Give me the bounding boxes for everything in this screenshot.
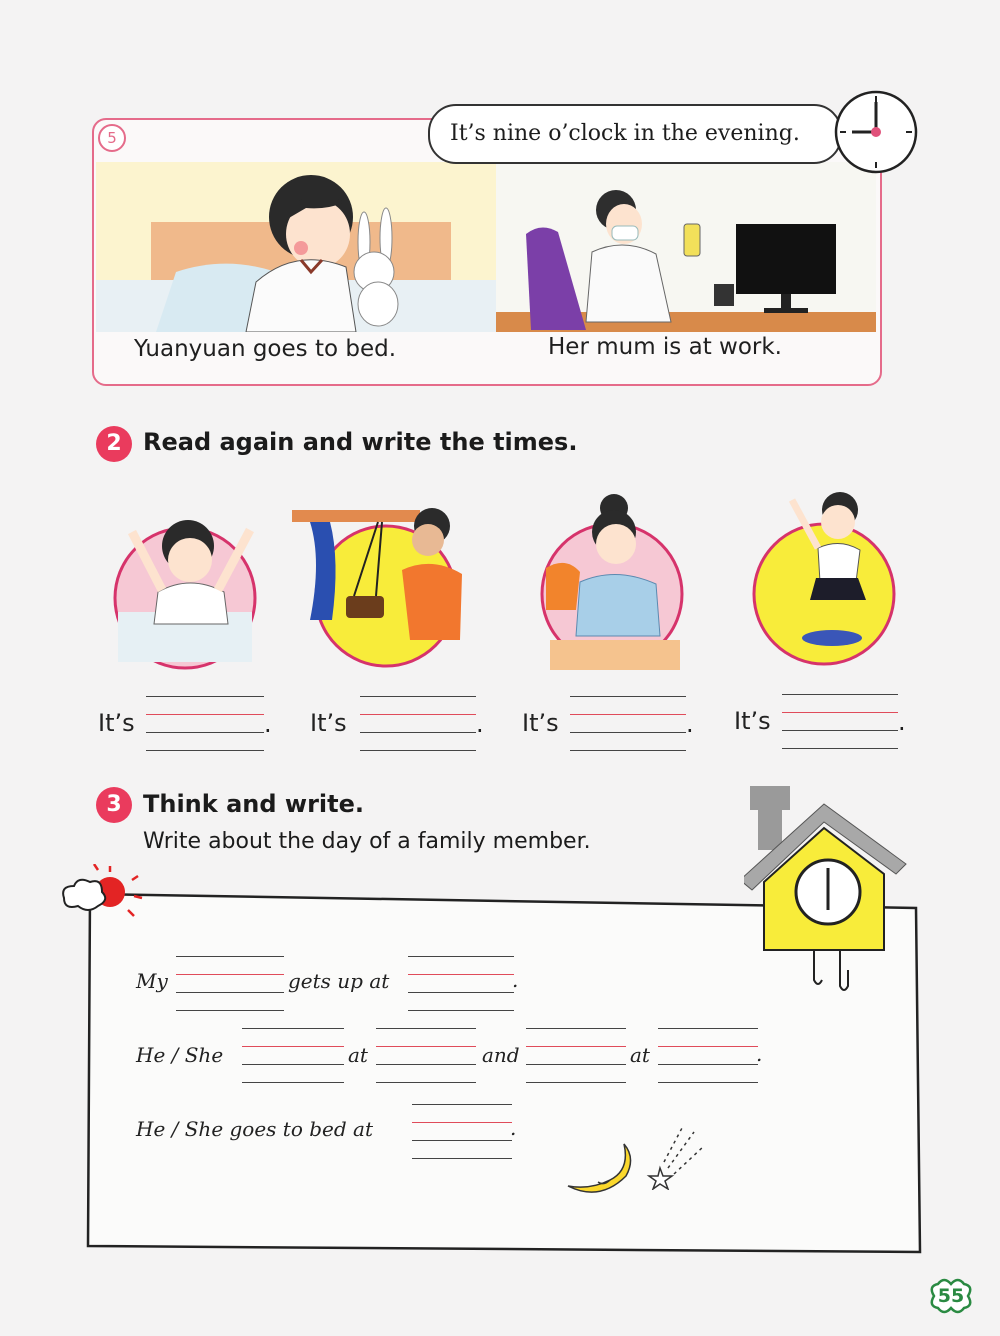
illustration-girl-jumping	[748, 488, 900, 672]
page-number	[928, 1278, 974, 1314]
activity-field-2[interactable]	[526, 1028, 626, 1082]
activity-field-1[interactable]	[242, 1028, 344, 1082]
period-4: .	[898, 708, 906, 736]
line3-period: .	[510, 1116, 517, 1140]
period-3: .	[686, 710, 694, 738]
line1-my-label: My	[136, 969, 168, 993]
section-3-title: Think and write.	[143, 790, 365, 818]
family-member-field[interactable]	[176, 956, 284, 1010]
clock-icon	[832, 88, 920, 180]
caption-left: Yuanyuan goes to bed.	[134, 336, 397, 362]
illustration-mum-at-desk	[536, 490, 696, 674]
period-2: .	[476, 710, 484, 738]
section-3-badge: 3	[96, 787, 132, 823]
speech-bubble: It’s nine o’clock in the evening.	[428, 104, 842, 164]
caption-right: Her mum is at work.	[548, 334, 782, 360]
time-answer-line-1[interactable]	[146, 696, 264, 750]
section-3-subtitle: Write about the day of a family member.	[143, 829, 591, 854]
line2-at-label-2: at	[630, 1043, 650, 1067]
page-number-text: 55	[937, 1285, 965, 1307]
line2-and-label: and	[482, 1043, 520, 1067]
moon-icon	[560, 1136, 640, 1210]
line2-period: .	[756, 1042, 763, 1066]
period-1: .	[264, 710, 272, 738]
line1-period: .	[512, 968, 519, 992]
panel-number: 5	[98, 124, 126, 152]
its-label-4: It’s	[734, 707, 771, 735]
bedtime-field[interactable]	[412, 1104, 512, 1158]
illustration-girl-waking-up	[110, 512, 260, 674]
section-2-badge: 2	[96, 426, 132, 462]
illustration-mum-taking-bag	[292, 500, 472, 674]
sun-icon	[58, 864, 148, 928]
its-label-2: It’s	[310, 709, 347, 737]
illustration-mum-at-work	[496, 162, 876, 332]
line1-gets-up-label: gets up at	[288, 969, 390, 993]
line2-at-label-1: at	[348, 1043, 368, 1067]
time-answer-line-4[interactable]	[782, 694, 898, 748]
its-label-3: It’s	[522, 709, 559, 737]
illustration-girl-goes-to-bed	[96, 162, 496, 332]
shooting-star-icon	[646, 1124, 710, 1194]
line3-goes-to-bed-label: He / She goes to bed at	[136, 1117, 374, 1141]
time-field-2[interactable]	[658, 1028, 758, 1082]
time-answer-line-2[interactable]	[360, 696, 476, 750]
line2-he-she-label: He / She	[136, 1043, 224, 1067]
its-label-1: It’s	[98, 709, 135, 737]
time-answer-line-3[interactable]	[570, 696, 686, 750]
section-2-title: Read again and write the times.	[143, 428, 578, 456]
cuckoo-clock-icon	[744, 782, 914, 1006]
get-up-time-field[interactable]	[408, 956, 514, 1010]
time-field-1[interactable]	[376, 1028, 476, 1082]
